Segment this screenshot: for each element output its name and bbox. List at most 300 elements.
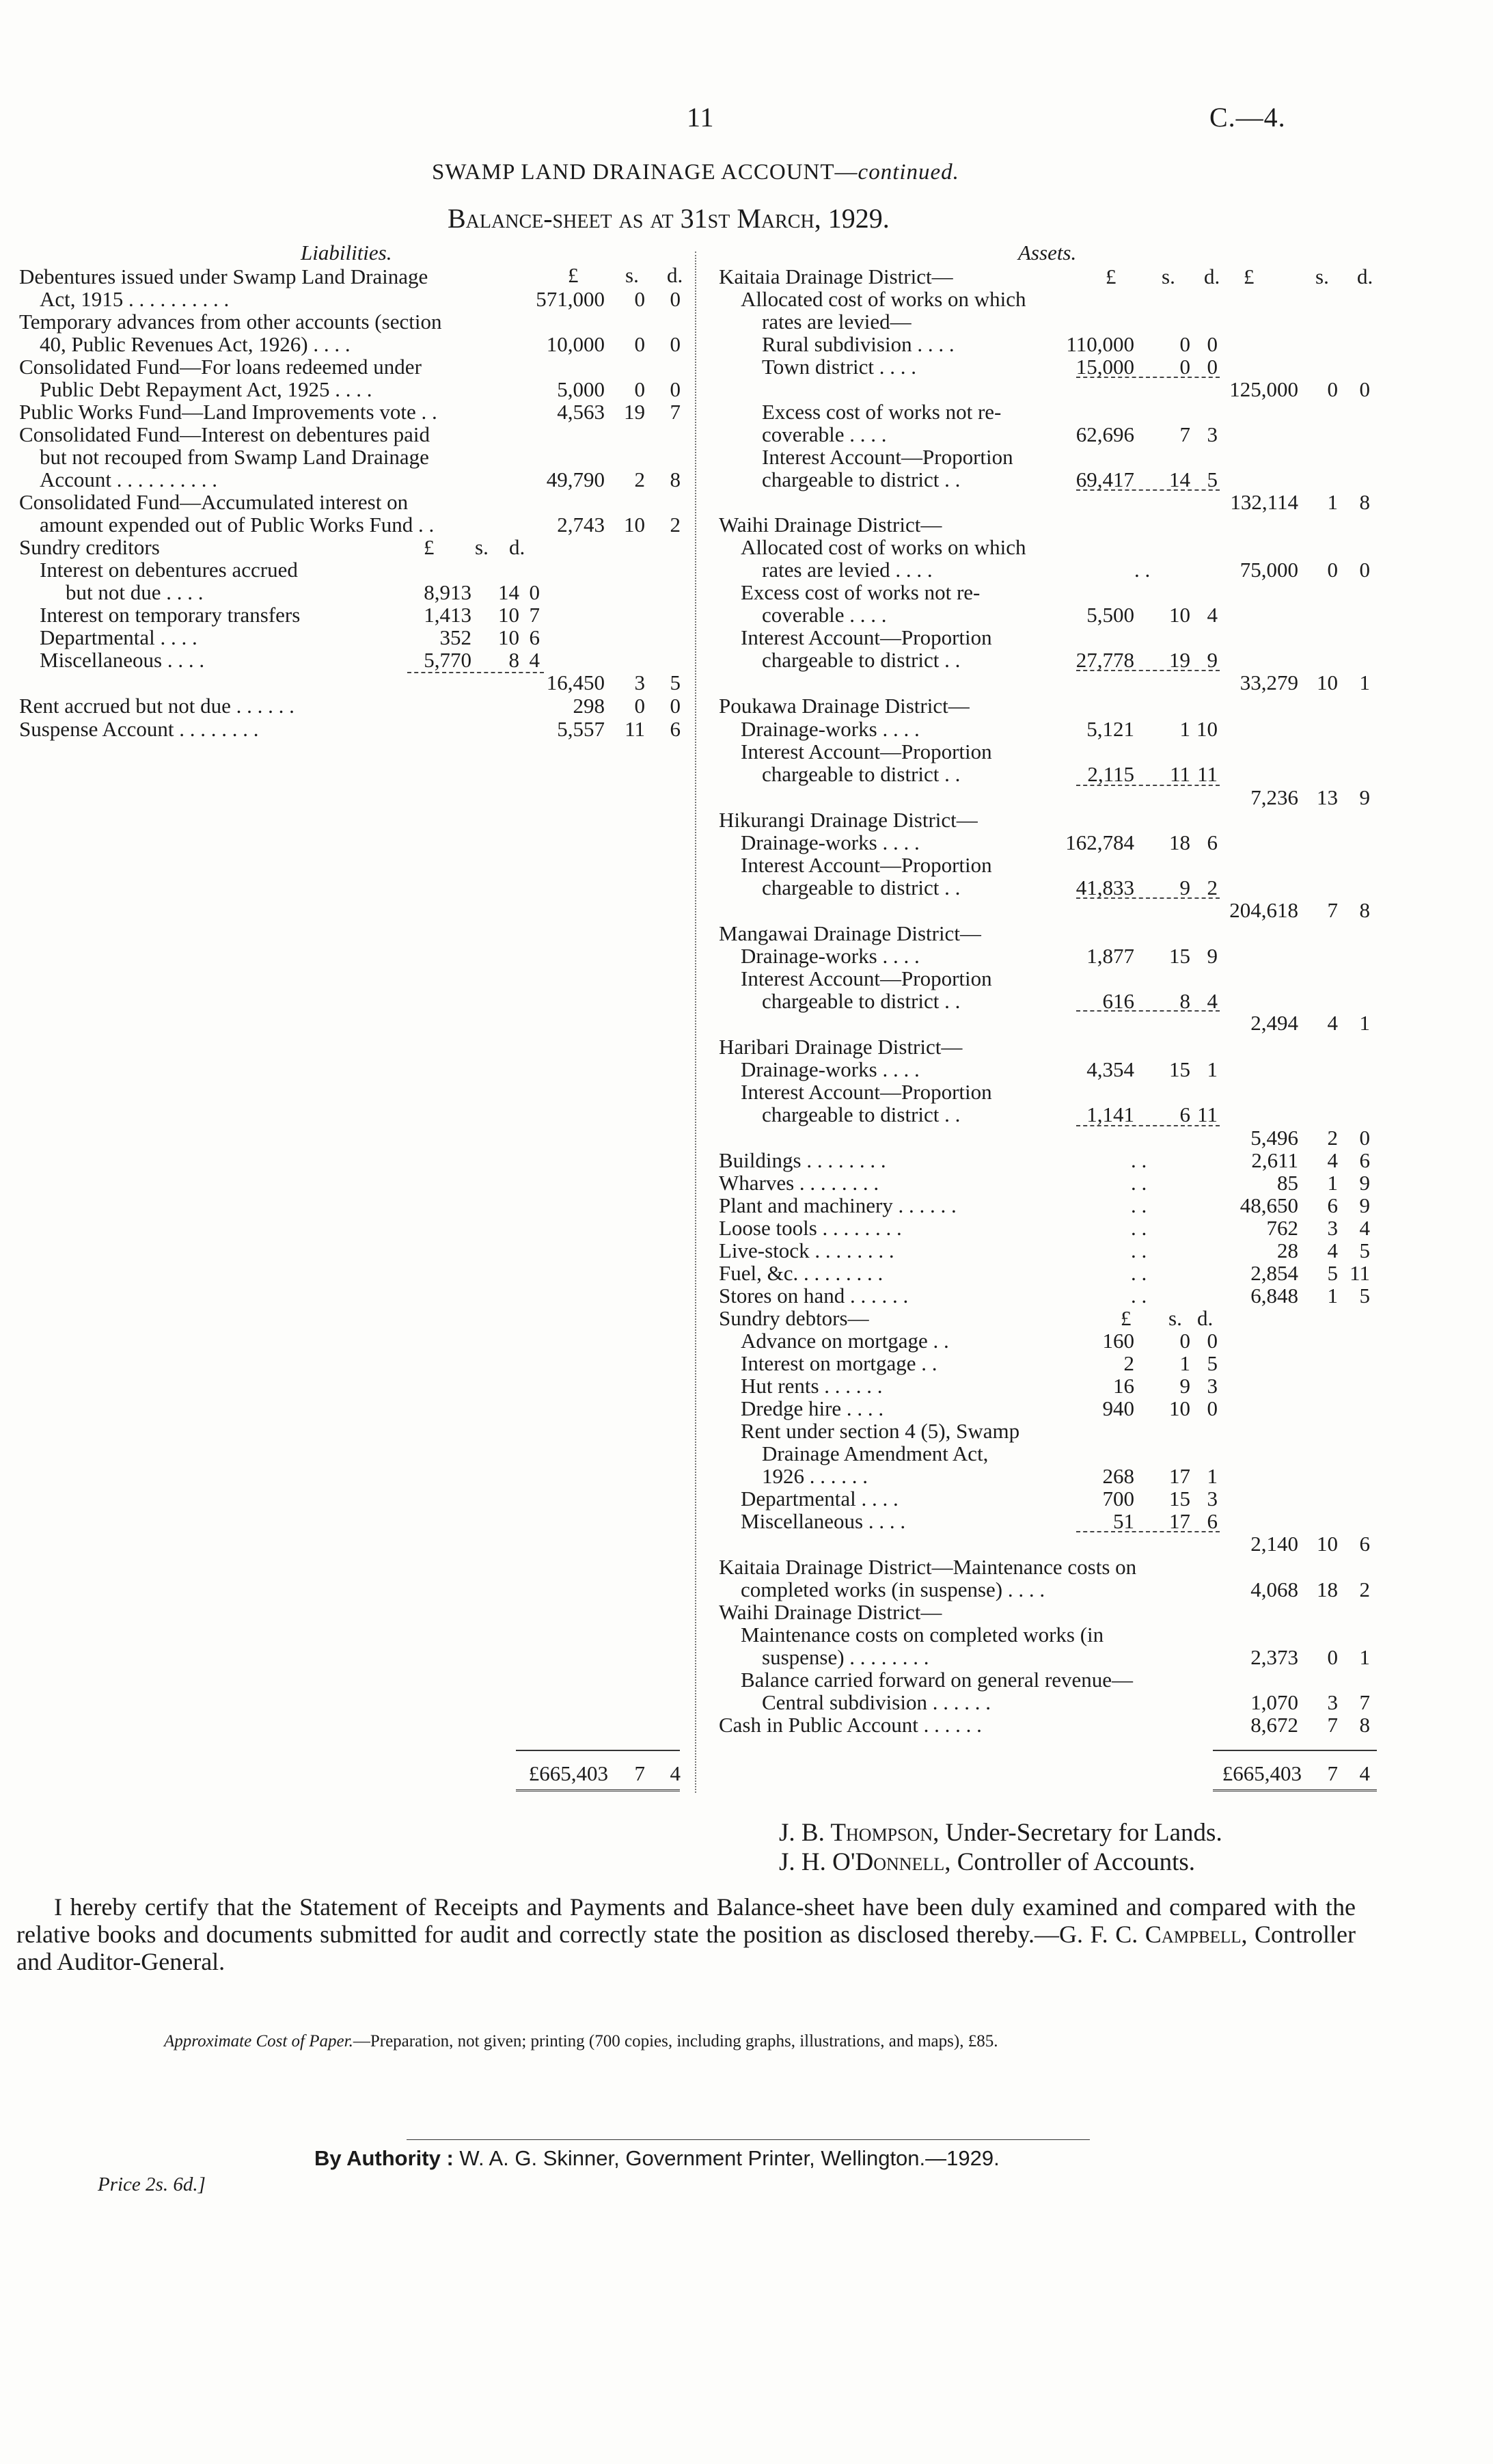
asset-line: Excess cost of works not re-	[762, 400, 1002, 424]
asset-outer-amount-pounds: 7,236	[1250, 785, 1298, 809]
debtor-amount-shillings: 15	[1169, 1487, 1190, 1511]
sundry-amount-shillings: 14	[498, 580, 519, 604]
asset-outer-amount-pounds: 75,000	[1239, 558, 1298, 582]
asset-inner-amount-pence: 6	[1207, 830, 1218, 854]
liab-amount-pounds: 5,557	[557, 717, 605, 741]
debtor-amount-pounds: 51	[1113, 1509, 1134, 1533]
assets-col-head: £	[1106, 265, 1117, 288]
liab-amount-pence: 6	[670, 717, 681, 741]
asset-outer-amount-shillings: 4	[1327, 1148, 1338, 1172]
asset-subtotal-rule	[1076, 670, 1220, 671]
liab-amount-shillings: 3	[634, 671, 645, 694]
asset-line: suspense) . . . . . . . .	[762, 1645, 929, 1669]
liab-line: Consolidated Fund—Interest on debentures paid	[19, 422, 430, 446]
asset-outer-amount-shillings: 0	[1327, 377, 1338, 401]
asset-line: chargeable to district . .	[762, 648, 961, 672]
asset-subtotal-rule	[1076, 377, 1220, 378]
asset-line: Balance carried forward on general revenue—	[741, 1668, 1134, 1692]
asset-subtotal-rule	[1076, 785, 1220, 786]
asset-line: Wharves . . . . . . . .	[719, 1171, 879, 1195]
asset-outer-amount-pounds: 28	[1277, 1238, 1298, 1262]
asset-outer-amount-shillings: 3	[1327, 1216, 1338, 1240]
asset-line: Haribari Drainage District—	[719, 1035, 963, 1059]
asset-outer-amount-pence: 6	[1359, 1532, 1370, 1556]
asset-outer-amount-pence: 2	[1359, 1578, 1370, 1601]
asset-outer-amount-pounds: 8,672	[1250, 1713, 1298, 1737]
asset-dots: . .	[1131, 1148, 1147, 1172]
liab-line: Rent accrued but not due . . . . . .	[19, 694, 295, 718]
asset-line: Loose tools . . . . . . . .	[719, 1216, 902, 1240]
asset-inner-amount-pounds: 62,696	[1076, 422, 1134, 446]
asset-outer-amount-shillings: 10	[1317, 671, 1338, 694]
liab-amount-shillings: 0	[634, 287, 645, 311]
liab-amount-pence: 0	[670, 377, 681, 401]
sundry-amount-pence: 0	[529, 580, 540, 604]
asset-line: Kaitaia Drainage District—	[719, 265, 953, 288]
debtor-amount-shillings: 17	[1169, 1509, 1190, 1533]
waihi-dots: . .	[1134, 558, 1151, 582]
asset-subtotal-rule	[1076, 897, 1220, 899]
asset-total-pounds: £665,403	[1222, 1761, 1302, 1785]
asset-inner-amount-pounds: 5,121	[1086, 717, 1134, 741]
asset-line: rates are levied . . . .	[762, 558, 933, 582]
certification-name: Campbell,	[1145, 1921, 1248, 1948]
asset-line: Interest Account—Proportion	[741, 966, 992, 990]
asset-inner-amount-pence: 11	[1197, 1102, 1218, 1126]
debtor-amount-shillings: 10	[1169, 1396, 1190, 1420]
audit-certification	[16, 1893, 1356, 1975]
asset-outer-amount-pence: 0	[1359, 1126, 1370, 1150]
column-divider	[695, 252, 696, 1793]
asset-line: Hikurangi Drainage District—	[719, 808, 978, 832]
asset-subtotal-rule	[1076, 1531, 1220, 1532]
asset-dots: . .	[1131, 1284, 1147, 1308]
liab-line: Temporary advances from other accounts (section	[19, 310, 442, 334]
asset-outer-amount-pounds: 2,854	[1250, 1261, 1298, 1285]
liab-line: Debentures issued under Swamp Land Drainage	[19, 265, 428, 288]
asset-line: Allocated cost of works on which	[741, 535, 1026, 559]
sundry-amount-pounds: 5,770	[424, 648, 471, 672]
asset-inner-amount-shillings: 14	[1169, 468, 1190, 491]
asset-outer-amount-pence: 9	[1359, 1193, 1370, 1217]
asset-outer-amount-pence: 1	[1359, 1011, 1370, 1035]
asset-outer-amount-shillings: 13	[1317, 785, 1338, 809]
asset-outer-amount-pence: 9	[1359, 1171, 1370, 1195]
liab-amount-pounds: 2,743	[557, 513, 605, 537]
asset-line: Live-stock . . . . . . . .	[719, 1238, 894, 1262]
asset-outer-amount-pence: 6	[1359, 1148, 1370, 1172]
debtor-amount-pence: 3	[1207, 1487, 1218, 1511]
asset-dots: . .	[1131, 1238, 1147, 1262]
liab-amount-pence: 0	[670, 332, 681, 356]
debtor-amount-shillings: 17	[1169, 1464, 1190, 1488]
assets-col-head: s.	[1162, 265, 1175, 288]
asset-outer-amount-pounds: 6,848	[1250, 1284, 1298, 1308]
liab-line: but not due . . . .	[66, 580, 204, 604]
liab-line: Act, 1915 . . . . . . . . . .	[40, 287, 230, 311]
asset-inner-amount-shillings: 18	[1169, 830, 1190, 854]
asset-subtotal-rule	[1076, 1125, 1220, 1126]
assets-col-head: d.	[1204, 265, 1220, 288]
asset-line: Fuel, &c. . . . . . . . .	[719, 1261, 884, 1285]
document-code: C.—4.	[1209, 102, 1286, 133]
debtor-amount-shillings: 0	[1179, 1329, 1190, 1353]
asset-line: Allocated cost of works on which	[741, 287, 1026, 311]
asset-line: completed works (in suspense) . . . .	[741, 1578, 1045, 1601]
asset-outer-amount-pence: 11	[1350, 1261, 1370, 1285]
sundry-col-pence: d.	[509, 535, 525, 559]
cost-note-label: Approximate Cost of Paper.	[164, 2032, 353, 2050]
asset-line: Interest Account—Proportion	[741, 853, 992, 877]
sundry-amount-shillings: 10	[498, 625, 519, 649]
asset-outer-amount-pence: 8	[1359, 898, 1370, 922]
debtor-amount-pence: 0	[1207, 1396, 1218, 1420]
asset-outer-amount-pence: 5	[1359, 1238, 1370, 1262]
debtor-amount-shillings: 9	[1179, 1374, 1190, 1398]
debtor-col-shillings: s.	[1168, 1306, 1182, 1330]
authority-label: By Authority :	[314, 2146, 454, 2170]
debtor-amount-pounds: 16	[1113, 1374, 1134, 1398]
liab-col-pence: d.	[667, 263, 683, 287]
asset-inner-amount-pence: 0	[1207, 355, 1218, 379]
asset-dots: . .	[1131, 1216, 1147, 1240]
asset-line: Drainage-works . . . .	[741, 717, 920, 741]
asset-total-rule-bottom	[1213, 1789, 1377, 1791]
debtor-col-pound: £	[1121, 1306, 1132, 1330]
asset-line: Drainage Amendment Act,	[762, 1441, 989, 1465]
asset-line: Cash in Public Account . . . . . .	[719, 1713, 982, 1737]
liab-amount-shillings: 0	[634, 694, 645, 718]
assets-col-head: d.	[1357, 265, 1373, 288]
signature-thompson-title: Under-Secretary for Lands.	[945, 1819, 1222, 1847]
liab-amount-pounds: 5,000	[557, 377, 605, 401]
asset-outer-amount-shillings: 18	[1317, 1578, 1338, 1601]
asset-inner-amount-pounds: 616	[1102, 989, 1134, 1013]
liab-total-shillings: 7	[634, 1761, 645, 1785]
asset-line: Town district . . . .	[762, 355, 917, 379]
asset-line: Central subdivision . . . . . .	[762, 1690, 991, 1714]
debtor-amount-pounds: 268	[1102, 1464, 1134, 1488]
asset-outer-amount-pence: 8	[1359, 1713, 1370, 1737]
asset-total-rule-top	[1213, 1750, 1377, 1751]
asset-inner-amount-pounds: 5,500	[1086, 603, 1134, 627]
signature-odonnell-name: J. H. O'Donnell,	[779, 1848, 951, 1876]
signature-odonnell-title: Controller of Accounts.	[957, 1848, 1196, 1876]
liab-amount-pence: 8	[670, 468, 681, 491]
asset-line: Waihi Drainage District—	[719, 1600, 942, 1624]
asset-outer-amount-shillings: 1	[1327, 1171, 1338, 1195]
liab-total-rule-bottom	[516, 1789, 680, 1791]
asset-line: Poukawa Drainage District—	[719, 694, 970, 718]
liab-line: Public Works Fund—Land Improvements vote . .	[19, 400, 437, 424]
asset-outer-amount-pounds: 48,650	[1239, 1193, 1298, 1217]
asset-line: Interest Account—Proportion	[741, 740, 992, 763]
asset-outer-amount-shillings: 3	[1327, 1690, 1338, 1714]
price-label: Price 2s. 6d.]	[98, 2174, 206, 2195]
asset-subtotal-rule	[1076, 489, 1220, 491]
sundry-col-shillings: s.	[475, 535, 489, 559]
asset-outer-amount-pence: 5	[1359, 1284, 1370, 1308]
asset-outer-amount-pence: 7	[1359, 1690, 1370, 1714]
authority-text: W. A. G. Skinner, Government Printer, Wellington.—1929.	[459, 2146, 1000, 2170]
asset-outer-amount-pounds: 2,140	[1250, 1532, 1298, 1556]
debtor-amount-pounds: 700	[1102, 1487, 1134, 1511]
liab-amount-shillings: 2	[634, 468, 645, 491]
cost-note	[164, 2032, 998, 2051]
asset-inner-amount-pounds: 27,778	[1076, 648, 1134, 672]
asset-inner-amount-pence: 10	[1196, 717, 1218, 741]
liab-col-shillings: s.	[625, 263, 639, 287]
debtor-amount-pounds: 940	[1102, 1396, 1134, 1420]
asset-outer-amount-shillings: 0	[1327, 1645, 1338, 1669]
sundry-amount-pounds: 1,413	[424, 603, 471, 627]
liab-total-rule-top	[516, 1750, 680, 1751]
asset-line: coverable . . . .	[762, 603, 887, 627]
asset-inner-amount-pence: 5	[1207, 468, 1218, 491]
footer-rule	[407, 2139, 1090, 2140]
asset-outer-amount-pounds: 5,496	[1250, 1126, 1298, 1150]
asset-line: Rural subdivision . . . .	[762, 332, 955, 356]
sundry-subtotal-rule	[407, 672, 544, 673]
asset-line: coverable . . . .	[762, 422, 887, 446]
debtor-amount-pounds: 160	[1102, 1329, 1134, 1353]
asset-line: Stores on hand . . . . . .	[719, 1284, 909, 1308]
asset-outer-amount-pounds: 4,068	[1250, 1578, 1298, 1601]
asset-inner-amount-pence: 11	[1197, 762, 1218, 786]
asset-line: Advance on mortgage . .	[741, 1329, 949, 1353]
asset-line: Rent under section 4 (5), Swamp	[741, 1419, 1020, 1443]
asset-outer-amount-shillings: 1	[1327, 1284, 1338, 1308]
asset-line: Plant and machinery . . . . . .	[719, 1193, 957, 1217]
liab-line: Consolidated Fund—For loans redeemed under	[19, 355, 422, 379]
asset-outer-amount-pounds: 125,000	[1229, 377, 1298, 401]
sundry-amount-pounds: 8,913	[424, 580, 471, 604]
liab-line: Interest on debentures accrued	[40, 558, 298, 582]
debtor-amount-pence: 5	[1207, 1351, 1218, 1375]
asset-inner-amount-shillings: 19	[1169, 648, 1190, 672]
asset-inner-amount-pounds: 110,000	[1066, 332, 1134, 356]
asset-line: chargeable to district . .	[762, 989, 961, 1013]
asset-subtotal-rule	[1076, 1010, 1220, 1012]
asset-line: rates are levied—	[762, 310, 912, 334]
asset-outer-amount-pounds: 1,070	[1250, 1690, 1298, 1714]
liab-total-pence: 4	[670, 1761, 681, 1785]
asset-outer-amount-shillings: 5	[1327, 1261, 1338, 1285]
sundry-amount-shillings: 10	[498, 603, 519, 627]
asset-inner-amount-shillings: 0	[1179, 355, 1190, 379]
asset-outer-amount-shillings: 1	[1327, 490, 1338, 514]
asset-inner-amount-pence: 9	[1207, 944, 1218, 968]
asset-outer-amount-pounds: 2,611	[1251, 1148, 1298, 1172]
debtor-amount-pence: 3	[1207, 1374, 1218, 1398]
asset-outer-amount-pence: 0	[1359, 377, 1370, 401]
liab-amount-shillings: 0	[634, 332, 645, 356]
certification-title: Controller and Auditor-General.	[16, 1921, 1356, 1975]
asset-inner-amount-pounds: 15,000	[1076, 355, 1134, 379]
liab-amount-pounds: 4,563	[557, 400, 605, 424]
liab-amount-shillings: 19	[624, 400, 645, 424]
asset-line: Drainage-works . . . .	[741, 1057, 920, 1081]
asset-dots: . .	[1131, 1171, 1147, 1195]
asset-outer-amount-pence: 9	[1359, 785, 1370, 809]
asset-inner-amount-pounds: 41,833	[1076, 876, 1134, 899]
liab-line: Consolidated Fund—Accumulated interest on	[19, 490, 409, 514]
asset-inner-amount-pence: 9	[1207, 648, 1218, 672]
asset-outer-amount-pence: 1	[1359, 671, 1370, 694]
liab-total-pounds: £665,403	[528, 1761, 608, 1785]
sundry-amount-pence: 6	[529, 625, 540, 649]
asset-inner-amount-shillings: 9	[1179, 876, 1190, 899]
asset-inner-amount-pounds: 1,877	[1086, 944, 1134, 968]
liabilities-heading: Liabilities.	[301, 241, 392, 265]
asset-line: Drainage-works . . . .	[741, 944, 920, 968]
account-title-suffix: continued.	[858, 160, 959, 185]
asset-outer-amount-shillings: 4	[1327, 1011, 1338, 1035]
asset-outer-amount-pounds: 2,373	[1250, 1645, 1298, 1669]
asset-total-pence: 4	[1359, 1761, 1370, 1785]
liab-amount-pounds: 16,450	[546, 671, 605, 694]
asset-outer-amount-pence: 4	[1359, 1216, 1370, 1240]
assets-col-head: £	[1244, 265, 1255, 288]
asset-line: Hut rents . . . . . .	[741, 1374, 883, 1398]
printer-authority	[314, 2146, 1000, 2171]
signature-thompson-name: J. B. Thompson,	[779, 1819, 940, 1847]
asset-inner-amount-pounds: 1,141	[1086, 1102, 1134, 1126]
liab-line: 40, Public Revenues Act, 1926) . . . .	[40, 332, 351, 356]
asset-outer-amount-pounds: 132,114	[1230, 490, 1298, 514]
asset-line: 1926 . . . . . .	[762, 1464, 868, 1488]
cost-note-text: —Preparation, not given; printing (700 copies, including graphs, illustrations, and maps), £85.	[353, 2032, 998, 2050]
asset-outer-amount-shillings: 10	[1317, 1532, 1338, 1556]
liab-amount-pounds: 49,790	[546, 468, 605, 491]
liab-line: Interest on temporary transfers	[40, 603, 301, 627]
assets-heading: Assets.	[1018, 241, 1077, 265]
liab-line: Departmental . . . .	[40, 625, 197, 649]
asset-outer-amount-pence: 1	[1359, 1645, 1370, 1669]
asset-outer-amount-pounds: 85	[1277, 1171, 1298, 1195]
asset-inner-amount-shillings: 10	[1169, 603, 1190, 627]
debtor-amount-pence: 1	[1207, 1464, 1218, 1488]
asset-line: Dredge hire . . . .	[741, 1396, 884, 1420]
asset-line: chargeable to district . .	[762, 762, 961, 786]
asset-inner-amount-shillings: 15	[1169, 1057, 1190, 1081]
asset-inner-amount-pence: 0	[1207, 332, 1218, 356]
asset-inner-amount-shillings: 8	[1179, 989, 1190, 1013]
asset-dots: . .	[1131, 1193, 1147, 1217]
account-title-main: SWAMP LAND DRAINAGE ACCOUNT—	[432, 160, 858, 185]
asset-outer-amount-pounds: 33,279	[1239, 671, 1298, 694]
asset-line: Maintenance costs on completed works (in	[741, 1623, 1104, 1647]
asset-line: chargeable to district . .	[762, 468, 961, 491]
asset-line: Departmental . . . .	[741, 1487, 899, 1511]
liab-amount-pence: 0	[670, 694, 681, 718]
asset-inner-amount-shillings: 1	[1179, 717, 1190, 741]
asset-line: Interest Account—Proportion	[762, 445, 1013, 469]
debtor-col-pence: d.	[1197, 1306, 1214, 1330]
asset-line: Sundry debtors—	[719, 1306, 869, 1330]
sundry-amount-pence: 4	[529, 648, 540, 672]
asset-line: Interest Account—Proportion	[741, 1080, 992, 1104]
asset-line: chargeable to district . .	[762, 1102, 961, 1126]
liab-amount-shillings: 11	[625, 717, 645, 741]
asset-line: Miscellaneous . . . .	[741, 1509, 906, 1533]
account-title	[432, 160, 959, 185]
asset-inner-amount-pence: 2	[1207, 876, 1218, 899]
asset-dots: . .	[1131, 1261, 1147, 1285]
asset-inner-amount-pence: 1	[1207, 1057, 1218, 1081]
liab-amount-pence: 2	[670, 513, 681, 537]
asset-line: chargeable to district . .	[762, 876, 961, 899]
asset-outer-amount-pence: 0	[1359, 558, 1370, 582]
asset-outer-amount-shillings: 7	[1327, 1713, 1338, 1737]
liab-line: amount expended out of Public Works Fund . .	[40, 513, 435, 537]
asset-inner-amount-pounds: 69,417	[1076, 468, 1134, 491]
asset-inner-amount-pounds: 4,354	[1086, 1057, 1134, 1081]
asset-inner-amount-pounds: 2,115	[1087, 762, 1134, 786]
asset-inner-amount-shillings: 0	[1179, 332, 1190, 356]
liab-line: Public Debt Repayment Act, 1925 . . . .	[40, 377, 372, 401]
asset-inner-amount-shillings: 7	[1179, 422, 1190, 446]
liab-line: Miscellaneous . . . .	[40, 648, 205, 672]
asset-outer-amount-pounds: 2,494	[1250, 1011, 1298, 1035]
liab-amount-pence: 5	[670, 671, 681, 694]
sundry-amount-pence: 7	[529, 603, 540, 627]
debtor-amount-pounds: 2	[1123, 1351, 1134, 1375]
asset-line: Excess cost of works not re-	[741, 580, 981, 604]
asset-line: Interest on mortgage . .	[741, 1351, 937, 1375]
liab-amount-shillings: 10	[624, 513, 645, 537]
liab-amount-pence: 7	[670, 400, 681, 424]
debtor-amount-pence: 0	[1207, 1329, 1218, 1353]
balance-sheet-title: Balance-sheet as at 31st March, 1929.	[448, 203, 890, 234]
asset-line: Interest Account—Proportion	[741, 625, 992, 649]
signature-thompson	[779, 1818, 1222, 1847]
asset-outer-amount-pounds: 762	[1266, 1216, 1298, 1240]
asset-inner-amount-pence: 3	[1207, 422, 1218, 446]
liab-line: Suspense Account . . . . . . . .	[19, 717, 259, 741]
page-number: 11	[687, 102, 715, 133]
asset-line: Drainage-works . . . .	[741, 830, 920, 854]
liab-amount-pounds: 571,000	[536, 287, 605, 311]
assets-col-head: s.	[1315, 265, 1329, 288]
liab-amount-pounds: 298	[573, 694, 605, 718]
liab-line: Sundry creditors	[19, 535, 160, 559]
liab-amount-pounds: 10,000	[546, 332, 605, 356]
asset-inner-amount-shillings: 11	[1170, 762, 1190, 786]
liab-amount-shillings: 0	[634, 377, 645, 401]
asset-total-shillings: 7	[1327, 1761, 1338, 1785]
asset-line: Kaitaia Drainage District—Maintenance costs on	[719, 1555, 1137, 1579]
asset-line: Mangawai Drainage District—	[719, 921, 981, 945]
asset-outer-amount-shillings: 7	[1327, 898, 1338, 922]
asset-inner-amount-shillings: 15	[1169, 944, 1190, 968]
debtor-amount-shillings: 1	[1179, 1351, 1190, 1375]
asset-inner-amount-pence: 4	[1207, 989, 1218, 1013]
asset-outer-amount-shillings: 2	[1327, 1126, 1338, 1150]
asset-outer-amount-pence: 8	[1359, 490, 1370, 514]
asset-outer-amount-shillings: 4	[1327, 1238, 1338, 1262]
asset-outer-amount-shillings: 6	[1327, 1193, 1338, 1217]
sundry-amount-shillings: 8	[508, 648, 519, 672]
sundry-col-pound: £	[424, 535, 435, 559]
liab-line: Account . . . . . . . . . .	[40, 468, 218, 491]
asset-outer-amount-pounds: 204,618	[1229, 898, 1298, 922]
liab-line: but not recouped from Swamp Land Drainage	[40, 445, 429, 469]
certification-text: I hereby certify that the Statement of Receipts and Payments and Balance-sheet have been duly examined and compared with the relative books and documents submitted for audit and correctly state the position as disclosed thereby.—G. F. C.	[16, 1893, 1356, 1948]
asset-outer-amount-shillings: 0	[1327, 558, 1338, 582]
asset-inner-amount-pounds: 162,784	[1065, 830, 1134, 854]
asset-line: Waihi Drainage District—	[719, 513, 942, 537]
